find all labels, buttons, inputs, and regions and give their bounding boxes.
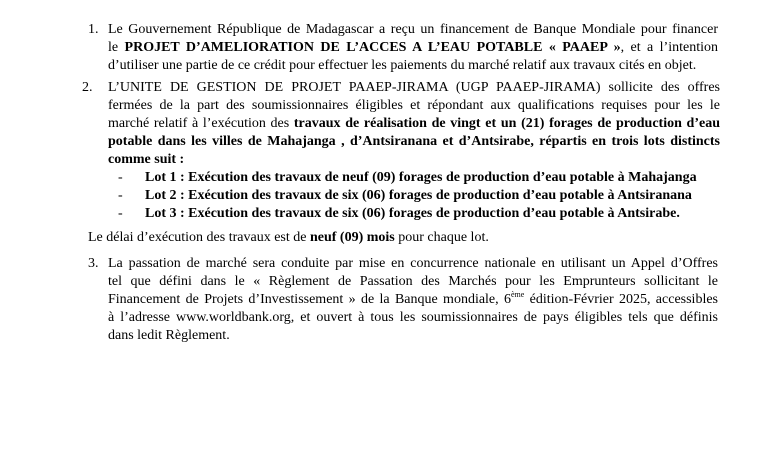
project-name: PROJET D’AMELIORATION DE L’ACCES A L’EAU POTABLE « PAAEP » [124, 40, 621, 55]
list-item [118, 169, 697, 187]
paragraph-number: 1. [88, 22, 99, 37]
list-dash: - [118, 188, 123, 203]
text-run: marché relatif à l’exécution des [108, 116, 294, 131]
paragraph-3-text [108, 255, 718, 345]
text-line [108, 115, 720, 133]
text-run: pour chaque lot. [394, 230, 489, 245]
paragraph-number: 3. [88, 256, 99, 271]
lots-list [118, 169, 697, 223]
text-line: potable dans les villes de Mahajanga , d’Antsiranana et d’Antsirabe, répartis en trois lots distincts [108, 134, 720, 149]
text-line: tel que défini dans le « Règlement de Passation des Marchés pour les Emprunteurs sollicitant le [108, 274, 718, 289]
text-run: Le délai d’exécution des travaux est de [88, 230, 310, 245]
lot-text: Lot 2 : Exécution des travaux de six (06) forages de production d’eau potable à Antsiranana [145, 188, 692, 203]
paragraph-number: 2. [82, 80, 93, 95]
text-line: à l’adresse www.worldbank.org, et ouvert à tous les soumissionnaires de pays éligibles tels que définis [108, 310, 718, 325]
lot-text: Lot 3 : Exécution des travaux de six (06) forages de production d’eau potable à Antsirabe. [145, 206, 680, 221]
list-item [118, 205, 697, 223]
text-line: d’utiliser une partie de ce crédit pour effectuer les paiements du marché relatif aux travaux cités en objet. [108, 58, 697, 73]
superscript: ème [511, 290, 525, 299]
text-line [108, 291, 718, 309]
list-dash: - [118, 206, 123, 221]
list-item [118, 187, 697, 205]
paragraph-2-text [108, 79, 720, 169]
works-description: travaux de réalisation de vingt et un (21) forages de production d’eau [293, 116, 720, 131]
text-run: , et a l’intention [620, 40, 718, 55]
text-line [108, 39, 718, 57]
text-line: La passation de marché sera conduite par mise en concurrence nationale en utilisant un Appel d’Offres [108, 256, 718, 271]
text-line: comme suit : [108, 152, 185, 167]
text-run: édition-Février 2025, accessibles [524, 292, 719, 307]
text-line: fermées de la part des soumissionnaires éligibles et répondant aux qualifications requises pour les le [108, 98, 720, 113]
text-line: Le Gouvernement République de Madagascar a reçu un financement de Banque Mondiale pour financer [108, 22, 718, 37]
text-line: L’UNITE DE GESTION DE PROJET PAAEP-JIRAMA (UGP PAAEP-JIRAMA) sollicite des offres [108, 80, 720, 95]
lot-text: Lot 1 : Exécution des travaux de neuf (09) forages de production d’eau potable à Mahajanga [145, 170, 697, 185]
text-line: dans ledit Règlement. [108, 328, 230, 343]
list-dash: - [118, 170, 123, 185]
execution-delay [88, 229, 489, 247]
text-run: Financement de Projets d’Investissement » de la Banque mondiale, 6 [108, 292, 511, 307]
paragraph-1-text [108, 21, 718, 75]
delay-duration: neuf (09) mois [309, 230, 395, 245]
text-run: le [108, 40, 125, 55]
